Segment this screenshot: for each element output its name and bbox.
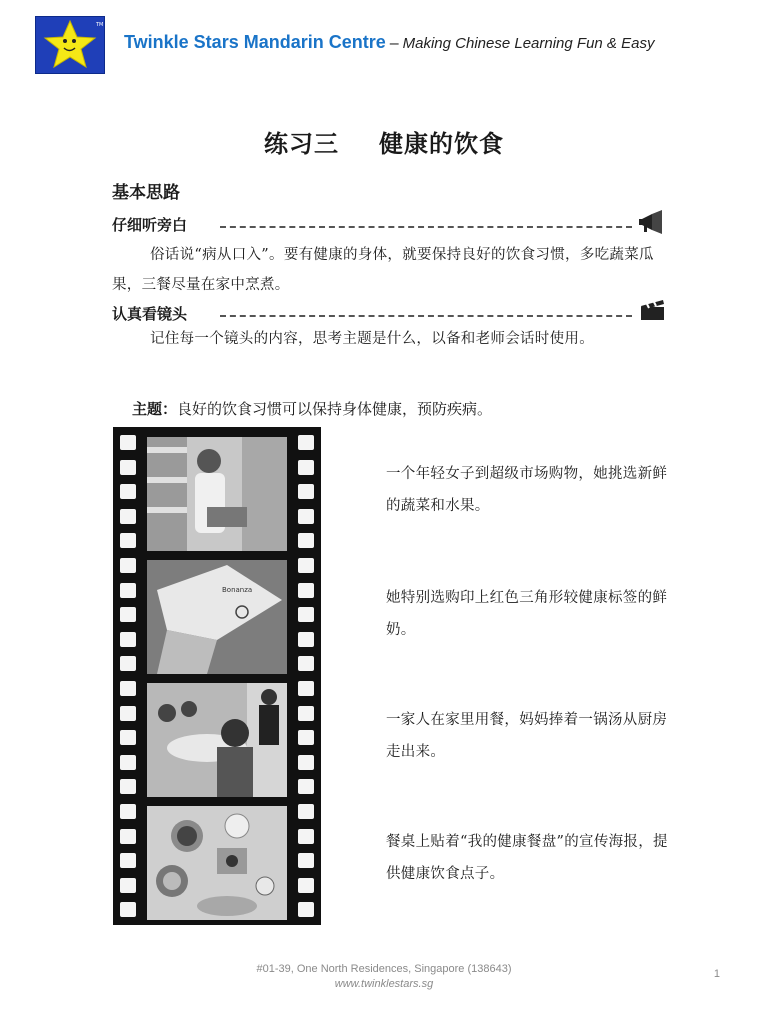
- divider: [220, 226, 632, 228]
- film-perforations-right: [298, 435, 314, 927]
- shot-caption-3: 一家人在家里用餐，妈妈捧着一锅汤从厨房走出来。: [386, 712, 668, 760]
- narration-paragraph: 俗话说“病从口入”。要有健康的身体，就要保持良好的饮食习惯，多吃蔬菜瓜果，三餐尽量在家中烹煮。: [112, 247, 654, 293]
- footer-address: #01-39, One North Residences, Singapore (138643): [256, 963, 512, 975]
- family-meal-photo: [147, 683, 287, 797]
- narration-row: [112, 214, 672, 238]
- title-part-1: 练习三: [264, 130, 339, 158]
- film-strip: [113, 427, 321, 925]
- shots-label: 认真看镜头: [112, 305, 188, 323]
- page-footer: [0, 962, 768, 992]
- brand-name: Twinkle Stars Mandarin Centre: [124, 32, 386, 52]
- shot-caption-4: 餐桌上贴着“我的健康餐盘”的宣传海报，提供健康饮食点子。: [386, 834, 668, 882]
- section-heading: 基本思路: [112, 183, 180, 203]
- brand-line: [124, 32, 654, 53]
- clapperboard-icon: [640, 299, 666, 325]
- shot-caption-2: 她特别选购印上红色三角形较健康标签的鲜奶。: [386, 590, 668, 638]
- page-number: 1: [713, 968, 720, 980]
- brand-dash: –: [389, 35, 399, 52]
- footer-website: www.twinklestars.sg: [334, 978, 434, 990]
- title-part-2: 健康的饮食: [379, 130, 504, 158]
- shot-caption-1: 一个年轻女子到超级市场购物，她挑选新鲜的蔬菜和水果。: [386, 466, 668, 514]
- worksheet-title: [0, 124, 768, 159]
- narration-label: 仔细听旁白: [112, 216, 188, 234]
- film-perforations-left: [120, 435, 136, 927]
- theme-text: 良好的饮食习惯可以保持身体健康，预防疾病。: [177, 400, 493, 418]
- shots-paragraph: 记住每一个镜头的内容，思考主题是什么，以备和老师会话时使用。: [150, 331, 594, 347]
- divider: [220, 315, 632, 317]
- svg-text:Bonanza: Bonanza: [222, 586, 253, 594]
- svg-text:TM: TM: [96, 22, 104, 28]
- megaphone-icon: [638, 210, 666, 238]
- theme-label: 主题：: [132, 400, 178, 418]
- star-logo-icon: [35, 16, 105, 74]
- supermarket-photo: [147, 437, 287, 551]
- brand-tagline: Making Chinese Learning Fun & Easy: [402, 35, 655, 52]
- milk-carton-photo: [147, 560, 287, 674]
- page-header: [0, 0, 768, 90]
- food-table-photo: [147, 806, 287, 920]
- theme-line: [132, 398, 492, 419]
